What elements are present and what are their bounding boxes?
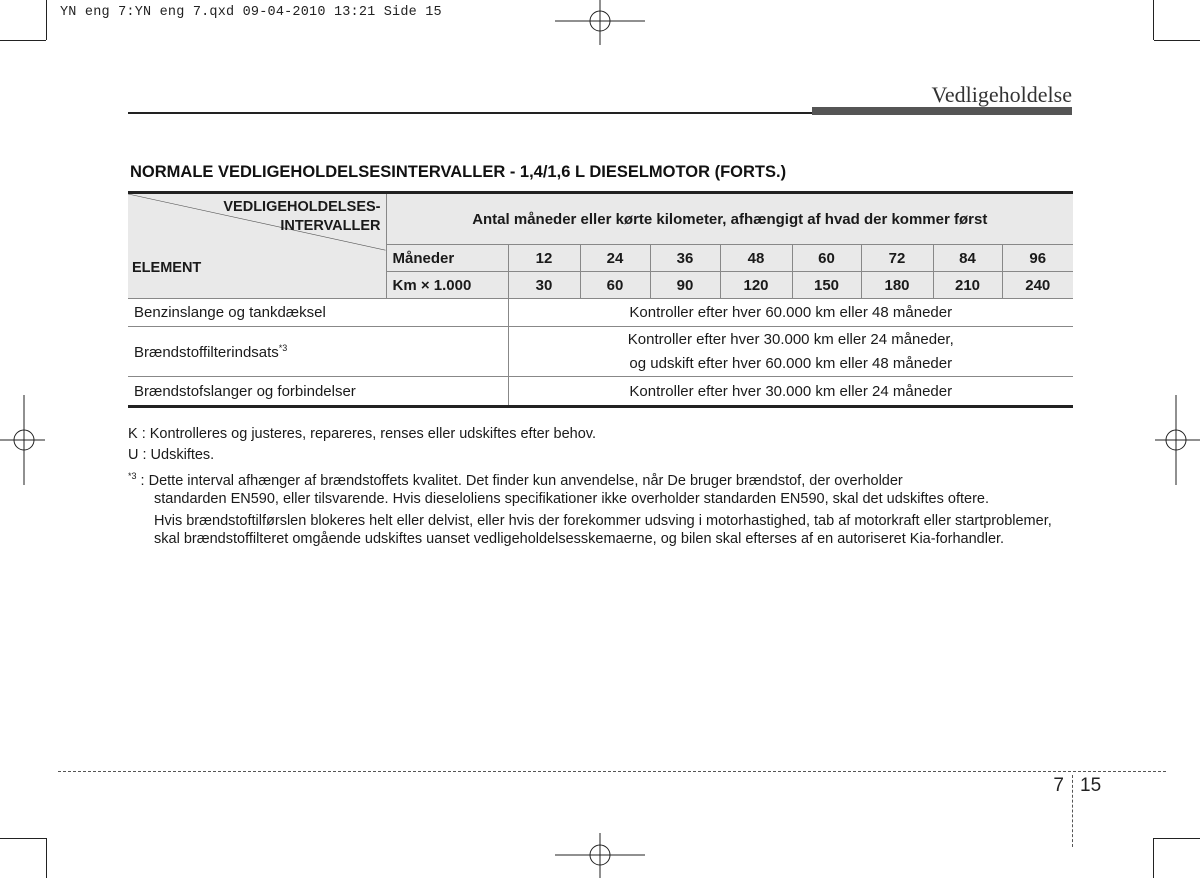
interval-text-line2: og udskift efter hver 60.000 km eller 48 måneder [629, 354, 953, 372]
km-cell: 210 [933, 272, 1002, 299]
table-row [128, 377, 1073, 407]
registration-mark-top [555, 0, 645, 45]
footnotes [128, 425, 1073, 551]
km-cell: 150 [792, 272, 861, 299]
element-name-cell [128, 327, 508, 377]
table-span-header: Antal måneder eller kørte kilometer, afhængigt af hvad der kommer først [386, 193, 1073, 245]
km-cell: 90 [650, 272, 720, 299]
section-title: NORMALE VEDLIGEHOLDELSESINTERVALLER - 1,4/1,6 L DIESELMOTOR (FORTS.) [130, 163, 787, 181]
interval-text-line1: Kontroller efter hver 30.000 km eller 24 måneder, [627, 330, 954, 348]
km-cell: 120 [720, 272, 792, 299]
table-row [128, 299, 1073, 327]
maintenance-table [128, 191, 1073, 408]
footnote-marker: *3 [278, 342, 288, 353]
interval-text: Kontroller efter hver 60.000 km eller 48 måneder [508, 299, 1073, 327]
page-number: 15 [1080, 775, 1102, 796]
chapter-title: Vedligeholdelse [931, 82, 1072, 107]
note-star3 [128, 467, 1073, 490]
months-cell: 36 [650, 245, 720, 272]
interval-text-cell [508, 327, 1073, 377]
km-cell: 60 [580, 272, 650, 299]
note-u: U : Udskiftes. [128, 447, 215, 463]
interval-text: Kontroller efter hver 30.000 km eller 24 måneder [508, 377, 1073, 407]
months-cell: 84 [933, 245, 1002, 272]
corner-intervals-label-line2: INTERVALLER [280, 218, 381, 234]
footer-divider [1072, 775, 1073, 847]
corner-intervals-label-line1: VEDLIGEHOLDELSES- [223, 199, 381, 215]
km-label: Km × 1.000 [386, 272, 508, 299]
km-cell: 240 [1002, 272, 1073, 299]
note-paragraph: Hvis brændstoftilførslen blokeres helt eller delvist, eller hvis der forekommer udsving i motorhastighed, tab af motorkraft eller startproblemer, skal brændstoffilteret omgående udskiftes uanset vedligeholdelsesskemaerne, og bilen skal efterses af en autoriseret Kia-forhandler. [154, 512, 1052, 547]
element-name: Benzinslange og tankdæksel [128, 299, 508, 327]
registration-mark-bottom [555, 833, 645, 878]
corner-intervals-label [223, 198, 380, 236]
months-cell: 24 [580, 245, 650, 272]
header-rule [128, 112, 818, 114]
months-cell: 12 [508, 245, 580, 272]
element-name: Brændstoffilterindsats [134, 343, 279, 361]
months-cell: 72 [861, 245, 933, 272]
footer-rule [58, 771, 1166, 772]
print-slug: YN eng 7:YN eng 7.qxd 09-04-2010 13:21 Side 15 [60, 5, 442, 20]
months-label: Måneder [386, 245, 508, 272]
element-name: Brændstofslanger og forbindelser [128, 377, 508, 407]
registration-mark-left [0, 395, 45, 485]
months-cell: 48 [720, 245, 792, 272]
table-corner-header [128, 193, 386, 299]
chapter-number: 7 [1053, 775, 1064, 796]
note-k: K : Kontrolleres og justeres, repareres, renses eller udskiftes efter behov. [128, 426, 596, 442]
km-cell: 30 [508, 272, 580, 299]
header-rule-accent [812, 107, 1072, 115]
registration-mark-right [1155, 395, 1200, 485]
table-row [128, 327, 1073, 377]
corner-element-label: ELEMENT [132, 260, 202, 276]
months-cell: 96 [1002, 245, 1073, 272]
months-cell: 60 [792, 245, 861, 272]
km-cell: 180 [861, 272, 933, 299]
note-star3-line1: : Dette interval afhænger af brændstoffets kvalitet. Det finder kun anvendelse, når De bruger brændstof, der overholder [140, 472, 903, 489]
note-star3-continuation: standarden EN590, eller tilsvarende. Hvis dieseloliens specifikationer ikke overholder standarden EN590, skal det udskiftes oftere. [154, 490, 990, 507]
footnote-marker: *3 [128, 471, 137, 481]
